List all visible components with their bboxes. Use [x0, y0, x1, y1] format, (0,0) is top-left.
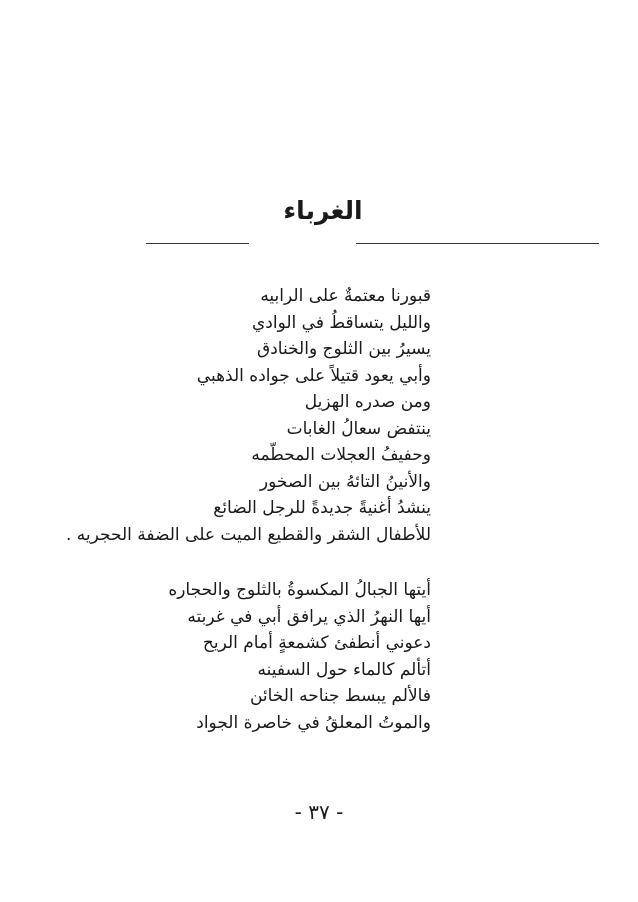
stanza-break [66, 548, 431, 577]
poem-line: للأطفال الشقر والقطيع الميت على الضفة الحجريه . [65, 524, 431, 545]
poem-body [66, 283, 431, 736]
poem-line: أتألم كالماء حول السفينه [257, 659, 431, 680]
title-rule-right [356, 243, 599, 244]
poem-line: والأنينُ التائهُ بين الصخور [259, 471, 431, 492]
poem-line: فالألم يبسط جناحه الخائن [249, 686, 431, 706]
poem-line: أيها النهرُ الذي يرافق أبي في غربته [187, 606, 431, 627]
poem-line: والليل يتساقطُ في الوادي [251, 312, 431, 333]
poem-line: والموتُ المعلقُ في خاصرة الجواد [196, 712, 431, 733]
poem-line: ومن صدره الهزيل [304, 392, 431, 412]
poem-line: ينشدُ أغنيةً جديدةً للرجل الضائع [213, 498, 431, 518]
poem-line: وأبي يعود قتيلاً على جواده الذهبي [196, 365, 431, 386]
page-number: - ٣٧ - [294, 800, 344, 824]
title-rule-left [146, 243, 249, 244]
poem-line: ينتفض سعالُ الغابات [286, 418, 431, 439]
poem-line: دعوني أنطفئ كشمعةٍ أمام الريح [202, 633, 431, 653]
poem-line: أيتها الجبالُ المكسوةُ بالثلوج والحجاره [168, 580, 431, 600]
poem-line: يسيرُ بين الثلوج والخنادق [257, 339, 431, 359]
poem-line: قبورنا معتمةٌ على الرابيه [260, 286, 431, 306]
poem-title: الغرباء [283, 196, 363, 225]
poem-line: وحفيفُ العجلات المحطّمه [251, 445, 431, 465]
